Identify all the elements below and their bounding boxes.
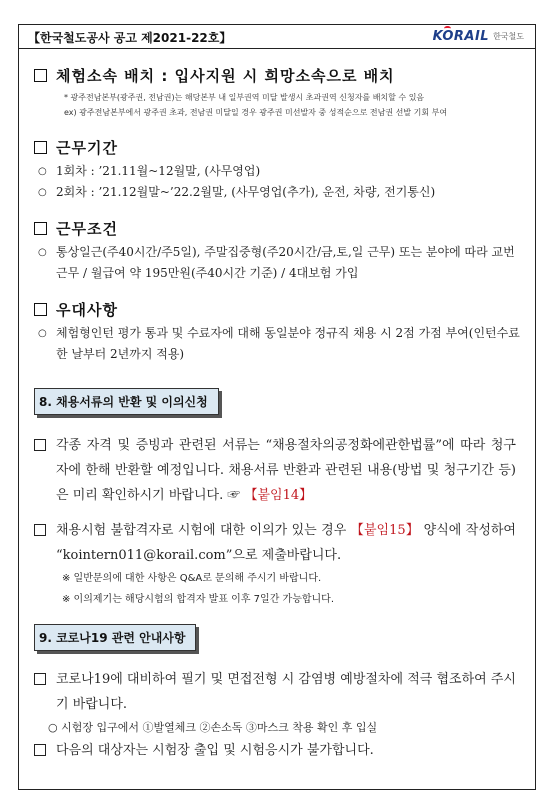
list-item: ○ 체험형인턴 평가 통과 및 수료자에 대해 동일분야 정규직 채용 시 2점 가점 부여(인턴수료한 날부터 2년까지 적용) (34, 323, 524, 365)
section-8-paragraph: 채용시험 불합격자로 시험에 대한 이의가 있는 경우 【붙임15】 양식에 작성하여 “kointern011@korail.com”으로 제출바랍니다. (34, 518, 516, 568)
document-header (18, 24, 536, 49)
period-heading: 근무기간 (34, 136, 524, 158)
checkbox-square-icon (34, 439, 46, 451)
section-9-header: 9. 코로나19 관련 안내사항 (34, 624, 196, 651)
notice-number: 【한국철도공사 공고 제2021-22호】 (28, 31, 232, 45)
checkbox-square-icon (34, 222, 47, 235)
conditions-heading: 근무조건 (34, 217, 524, 239)
upper-content (34, 64, 524, 365)
checkbox-square-icon (34, 303, 47, 316)
attachment-ref: 【붙임14】 (244, 488, 313, 503)
section-9-paragraph: 코로나19에 대비하여 필기 및 면접전형 시 감염병 예방절차에 적극 협조하여 주시기 바랍니다. (34, 667, 516, 717)
korail-logo (433, 29, 524, 44)
section-9-paragraph: 다음의 대상자는 시험장 출입 및 시험응시가 불가합니다. (34, 738, 516, 763)
section-8-note: ※ 일반문의에 대한 사항은 Q&A로 문의해 주시기 바랍니다. (62, 573, 322, 584)
section-8 (34, 388, 516, 610)
benefits-heading: 우대사항 (34, 298, 524, 320)
section-8-paragraph: 각종 자격 및 증빙과 관련된 서류는 “채용절차의공정화에관한법률”에 따라 청구자에 한해 반환할 예정입니다. 채용서류 반환과 관련된 내용(방법 및 청구기간 등)은 미리 확인하시기 바랍니다. ☞ 【붙임14】 (34, 433, 516, 508)
placement-heading: 체험소속 배치 : 입사지원 시 희망소속으로 배치 (34, 64, 524, 86)
checkbox-square-icon (34, 69, 47, 82)
checkbox-square-icon (34, 673, 46, 685)
list-item: ○ 통상일근(주40시간/주5일), 주말집중형(주20시간/금,토,일 근무) 또는 분야에 따라 교번근무 / 월급여 약 195만원(주40시간 기준) / 4대보험 가입 (34, 242, 524, 284)
list-item: ○ 1회차 : ’21.11월~12월말, (사무영업) (34, 161, 524, 182)
logo-text: 한국철도 (493, 32, 524, 41)
checkbox-square-icon (34, 744, 46, 756)
section-9 (34, 624, 516, 763)
section-8-header: 8. 채용서류의 반환 및 이의신청 (34, 388, 219, 415)
checkbox-square-icon (34, 524, 46, 536)
checkbox-square-icon (34, 141, 47, 154)
logo-wordmark: KORAIL (432, 29, 490, 44)
section-8-note: ※ 이의제기는 해당시험의 합격자 발표 이후 7일간 가능합니다. (62, 594, 335, 605)
circle-bullet-icon: ○ (38, 247, 47, 258)
placement-note: ex) 광주전남본부에서 광주권 초과, 전남권 미달일 경우 광주권 미선발자 중 성적순으로 전남권 선발 기회 부여 (64, 108, 448, 117)
circle-bullet-icon: ○ (38, 166, 47, 177)
list-item: ○ 2회차 : ’21.12월말~’22.2월말, (사무영업(추가), 운전, 차량, 전기통신) (34, 182, 524, 203)
attachment-ref: 【붙임15】 (350, 523, 420, 538)
circle-bullet-icon: ○ (38, 187, 47, 198)
section-9-subitem: ○ 시험장 입구에서 ①발열체크 ②손소독 ③마스크 착용 확인 후 입실 (48, 721, 378, 734)
circle-bullet-icon: ○ (38, 328, 47, 339)
placement-note: * 광주전남본부(광주권, 전남권)는 해당본부 내 일부권역 미달 발생시 초과권역 신청자를 배치할 수 있음 (64, 93, 425, 102)
